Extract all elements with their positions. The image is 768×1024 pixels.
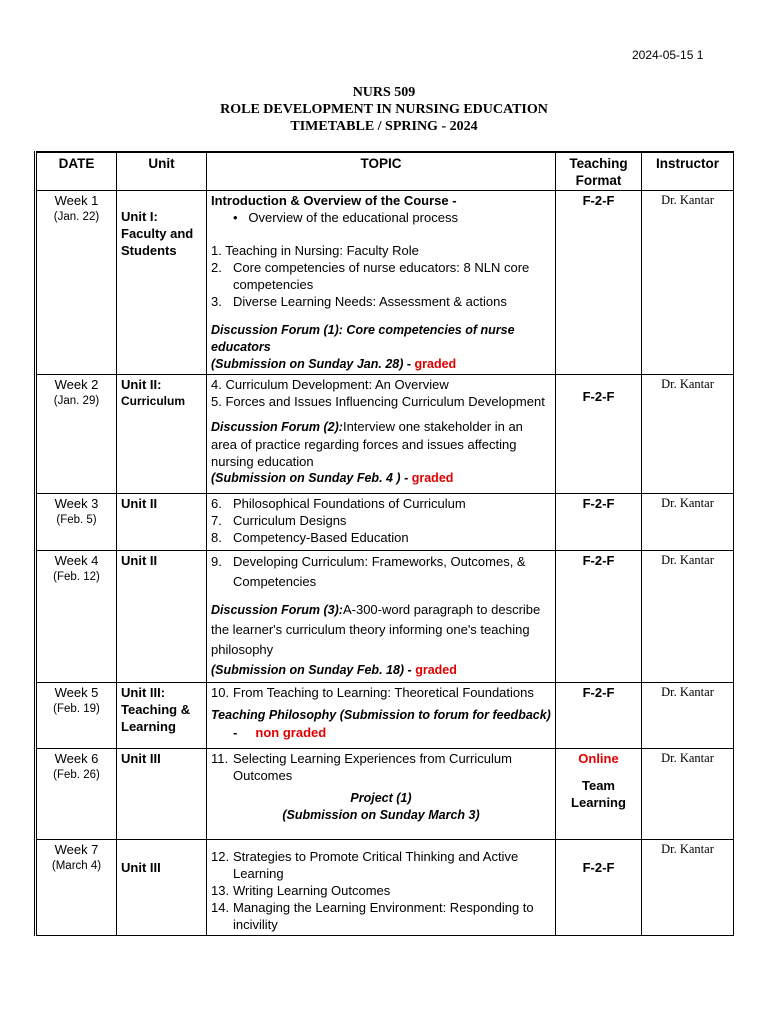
topic-item: 3. Diverse Learning Needs: Assessment & actions [211, 294, 507, 309]
instructor-cell: Dr. Kantar [642, 749, 734, 840]
format-cell: F-2-F [556, 191, 642, 375]
week-label: Week 1 [54, 193, 99, 208]
instructor-cell: Dr. Kantar [642, 551, 734, 683]
format-cell [556, 749, 642, 840]
table-header-row [36, 152, 734, 191]
topic-item: 1. Teaching in Nursing: Faculty Role [211, 243, 419, 258]
format-team-learning: Team Learning [571, 778, 626, 810]
graded-label: graded [414, 357, 457, 371]
nongraded-note: - non graded [233, 725, 327, 740]
timetable [34, 151, 734, 936]
topic-cell [207, 683, 556, 749]
topic-item: 7. Curriculum Designs [211, 513, 347, 528]
date-cell [36, 551, 117, 683]
unit-cell: Unit III: Teaching & Learning [117, 683, 207, 749]
format-cell: F-2-F [556, 375, 642, 494]
topic-item: 6. Philosophical Foundations of Curriculum [211, 496, 466, 511]
topic-cell [207, 191, 556, 375]
format-cell: F-2-F [556, 551, 642, 683]
unit-sublabel: Curriculum [121, 394, 186, 408]
unit-cell: Unit III [117, 749, 207, 840]
header-instructor: Instructor [642, 152, 734, 191]
submission-note: (Submission on Sunday Jan. 28) - graded [211, 357, 457, 371]
header-unit: Unit [117, 152, 207, 191]
topic-bullet: • Overview of the educational process [233, 210, 458, 225]
format-online: Online [578, 751, 619, 766]
week-date: (Feb. 19) [53, 703, 100, 715]
table-row [36, 683, 734, 749]
week-date: (Feb. 5) [56, 514, 97, 526]
submission-note: (Submission on Sunday Feb. 4 ) - graded [211, 471, 454, 485]
graded-label: graded [415, 663, 457, 677]
week-date: (March 4) [51, 860, 102, 872]
graded-label: graded [411, 471, 454, 485]
topic-item: 12. Strategies to Promote Critical Thinking and Active Learning [211, 849, 519, 881]
header-teaching-format: Teaching Format [556, 152, 642, 191]
topic-item: 14. Managing the Learning Environment: Responding to incivility [211, 900, 534, 932]
nongraded-label: non graded [255, 725, 327, 740]
date-cell [36, 375, 117, 494]
format-cell: F-2-F [556, 494, 642, 551]
document-heading [0, 84, 768, 135]
topic-item: 11. Selecting Learning Experiences from Curriculum Outcomes [211, 751, 512, 783]
week-date: (Jan. 29) [53, 395, 100, 407]
topic-item: 8. Competency-Based Education [211, 530, 409, 545]
format-cell: F-2-F [556, 683, 642, 749]
unit-label: Unit II: [121, 377, 162, 392]
topic-item: 13. Writing Learning Outcomes [211, 883, 391, 898]
date-cell [36, 749, 117, 840]
date-cell [36, 683, 117, 749]
week-date: (Jan. 22) [53, 211, 100, 223]
instructor-cell: Dr. Kantar [642, 191, 734, 375]
project-submission: (Submission on Sunday March 3) [282, 808, 480, 822]
course-code: NURS 509 [352, 85, 416, 100]
table-row [36, 191, 734, 375]
week-label: Week 4 [54, 553, 99, 568]
week-label: Week 2 [54, 377, 99, 392]
course-title: ROLE DEVELOPMENT IN NURSING EDUCATION [220, 102, 548, 117]
instructor-cell: Dr. Kantar [642, 494, 734, 551]
submission-note: (Submission on Sunday Feb. 18) - graded [211, 663, 457, 677]
timetable-subtitle: TIMETABLE / SPRING - 2024 [290, 119, 478, 134]
week-label: Week 7 [54, 842, 99, 857]
project-title: Project (1) [350, 791, 412, 805]
topic-item: 2. Core competencies of nurse educators: 8 NLN core competencies [211, 260, 530, 292]
unit-cell: Unit II [117, 494, 207, 551]
print-date-stamp: 2024-05-15 1 [632, 48, 704, 62]
unit-cell [117, 191, 207, 375]
topic-cell [207, 375, 556, 494]
topic-cell [207, 749, 556, 840]
header-date: DATE [36, 152, 117, 191]
week-date: (Feb. 26) [53, 769, 100, 781]
teaching-philosophy: Teaching Philosophy (Submission to forum for feedback) [211, 708, 551, 722]
table-row [36, 551, 734, 683]
week-label: Week 5 [54, 685, 99, 700]
discussion-forum: Discussion Forum (2):Interview one stakeholder in an area of practice regarding forces and issues affecting nursing education [211, 419, 523, 469]
topic-cell [207, 494, 556, 551]
table-row [36, 494, 734, 551]
table-row [36, 840, 734, 936]
date-cell [36, 191, 117, 375]
format-cell: F-2-F [556, 840, 642, 936]
week-label: Week 3 [54, 496, 99, 511]
instructor-cell: Dr. Kantar [642, 840, 734, 936]
week-date: (Feb. 12) [53, 571, 100, 583]
unit-label: Unit I: Faculty and Students [121, 209, 194, 258]
topic-item: 5. Forces and Issues Influencing Curriculum Development [211, 394, 545, 409]
table-row [36, 375, 734, 494]
unit-cell: Unit III [117, 840, 207, 936]
table-row [36, 749, 734, 840]
topic-cell [207, 840, 556, 936]
date-cell [36, 840, 117, 936]
discussion-forum: Discussion Forum (3):A-300-word paragraph to describe the learner's curriculum theory informing one's teaching philosophy [211, 602, 541, 657]
instructor-cell: Dr. Kantar [642, 375, 734, 494]
date-cell [36, 494, 117, 551]
discussion-forum: Discussion Forum (1): Core competencies of nurse educators [211, 323, 515, 354]
topic-cell [207, 551, 556, 683]
topic-item: 9. Developing Curriculum: Frameworks, Outcomes, & Competencies [211, 554, 526, 589]
week-label: Week 6 [54, 751, 99, 766]
header-topic: TOPIC [207, 152, 556, 191]
course-intro: Introduction & Overview of the Course - [211, 193, 457, 208]
instructor-cell: Dr. Kantar [642, 683, 734, 749]
unit-cell [117, 375, 207, 494]
topic-item: 4. Curriculum Development: An Overview [211, 377, 449, 392]
topic-item: 10. From Teaching to Learning: Theoretical Foundations [211, 685, 534, 700]
unit-cell: Unit II [117, 551, 207, 683]
